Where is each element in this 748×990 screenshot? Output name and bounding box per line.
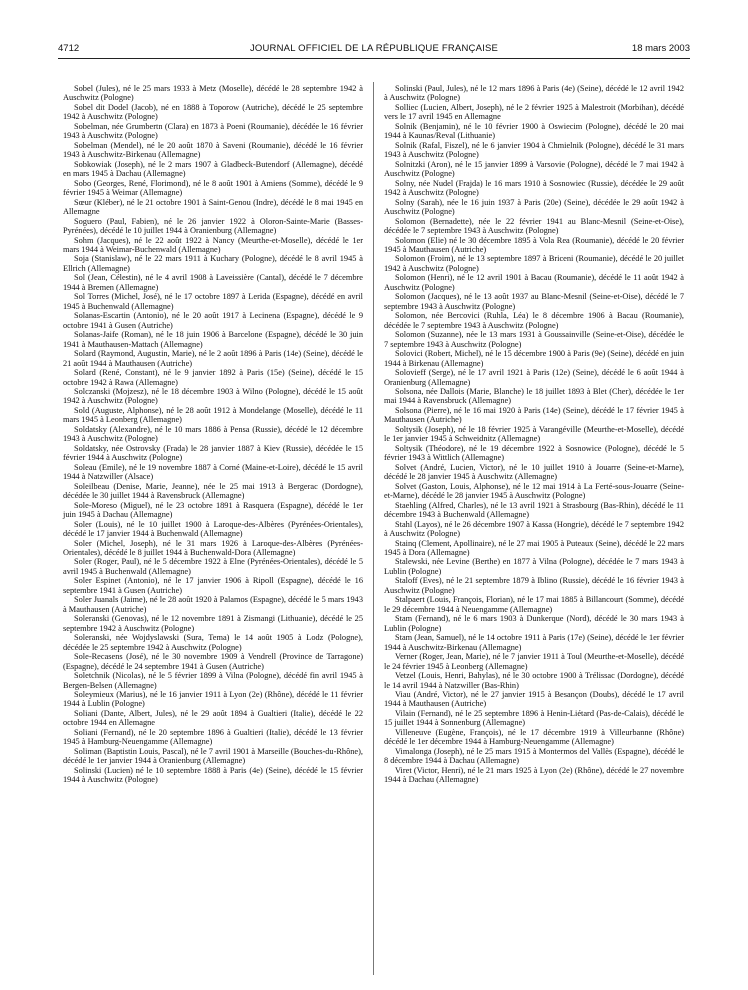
death-record-entry: Stam (Fernand), né le 6 mars 1903 à Dunkerque (Nord), décédé le 30 mars 1943 à Lublin (Pologne) (384, 614, 684, 633)
death-record-entry: Solomon (Henri), né le 12 avril 1901 à Bacau (Roumanie), décédé le 11 août 1942 à Auschwitz (Pologne) (384, 273, 684, 292)
death-record-entry: Viret (Victor, Henri), né le 21 mars 1925 à Lyon (2e) (Rhône), décédé le 27 novembre 1944 à Dachau (Allemagne) (384, 765, 684, 785)
death-record-entry: Sol Torres (Michel, José), né le 17 octobre 1897 à Lerida (Espagne), décédé en avril 1945 à Buchenwald (Allemagne) (63, 292, 363, 311)
left-column (63, 84, 363, 785)
death-record-entry: Solnik (Benjamin), né le 10 février 1900 à Oswiecim (Pologne), décédé le 20 mai 1944 à Kaunas/Reval (Lithuanie) (384, 121, 684, 141)
death-record-entry: Viau (André, Victor), né le 27 janvier 1915 à Besançon (Doubs), décédé le 17 avril 1944 à Mauthausen (Autriche) (384, 690, 684, 709)
death-record-entry: Sobelman, née Grumbertn (Clara) en 1873 à Poeni (Roumanie), décédée le 16 février 1943 à Auschwitz (Pologne) (63, 121, 363, 141)
death-record-entry: Staloff (Eves), né le 21 septembre 1879 à Iblino (Russie), décédé le 16 février 1943 à Auschwitz (Pologne) (384, 576, 684, 595)
death-record-entry: Solard (René, Constant), né le 9 janvier 1892 à Paris (15e) (Seine), décédé le 15 octobre 1942 à Rawa (Allemagne) (63, 368, 363, 387)
death-record-entry: Stalewski, née Levine (Berthe) en 1877 à Vilna (Pologne), décédée le 7 mars 1943 à Lublin (Pologne) (384, 557, 684, 576)
death-record-entry: Vilain (Fernand), né le 25 septembre 1896 à Henin-Liétard (Pas-de-Calais), décédé le 15 juillet 1944 à Sonnenburg (Allemagne) (384, 708, 684, 728)
death-record-entry: Sole-Moreso (Miguel), né le 23 octobre 1891 à Rasquera (Espagne), décédé le 1er juin 1945 à Dachau (Allemagne) (63, 500, 363, 520)
death-record-entry: Sol (Jean, Célestin), né le 4 avril 1908 à Laveissière (Cantal), décédé le 7 décembre 1944 à Bremen (Allemagne) (63, 273, 363, 292)
death-record-entry: Solinski (Paul, Jules), né le 12 mars 1896 à Paris (4e) (Seine), décédé le 12 avril 1942 à Auschwitz (Pologne) (384, 84, 684, 103)
death-record-entry: Solomon (Froim), né le 13 septembre 1897 à Briceni (Roumanie), décédé le 20 juillet 1942 à Auschwitz (Pologne) (384, 254, 684, 273)
death-record-entry: Soler (Louis), né le 10 juillet 1900 à Laroque-des-Albères (Pyrénées-Orientales), décédé le 17 janvier 1944 à Buchenwald (Allemagne) (63, 519, 363, 539)
death-record-entry: Sobo (Georges, René, Florimond), né le 8 août 1901 à Amiens (Somme), décédé le 9 février 1945 à Weimar (Allemagne) (63, 178, 363, 198)
death-record-entry: Sobel (Jules), né le 25 mars 1933 à Metz (Moselle), décédé le 28 septembre 1942 à Auschwitz (Pologne) (63, 84, 363, 103)
death-record-entry: Stainq (Clement, Apollinaire), né le 27 mai 1905 à Puteaux (Seine), décédé le 22 mars 1945 à Dora (Allemagne) (384, 538, 684, 557)
death-record-entry: Solsona (Pierre), né le 16 mai 1920 à Paris (14e) (Seine), décédé le 17 février 1945 à Mauthausen (Autriche) (384, 405, 684, 425)
death-record-entry: Solovici (Robert, Michel), né le 15 décembre 1900 à Paris (9e) (Seine), décédé en juin 1944 à Birkenau (Allemagne) (384, 349, 684, 368)
death-record-entry: Solny, née Nudel (Frajda) le 16 mars 1910 à Sosnowiec (Russie), décédée le 29 août 1942 à Auschwitz (Pologne) (384, 178, 684, 198)
death-record-entry: Solanas-Escartin (Antonio), né le 20 août 1917 à Lecinena (Espagne), décédé le 9 octobre 1941 à Gusen (Autriche) (63, 311, 363, 330)
death-record-entry: Solnik (Rafal, Fiszel), né le 6 janvier 1904 à Chmielnik (Pologne), décédé le 31 mars 1943 à Auschwitz (Pologne) (384, 140, 684, 160)
death-record-entry: Vetzel (Louis, Henri, Bahylas), né le 30 octobre 1900 à Trélissac (Dordogne), décédé le 14 avril 1944 à Natzwiller (Bas-Rhin) (384, 671, 684, 690)
death-record-entry: Soja (Stanislaw), né le 22 mars 1911 à Kuchary (Pologne), décédé le 8 avril 1945 à Ellrich (Allemagne) (63, 254, 363, 273)
death-record-entry: Stalpaert (Louis, François, Florian), né le 17 mai 1885 à Billancourt (Somme), décédé le 29 décembre 1944 à Neuengamme (Allemagne) (384, 595, 684, 614)
death-record-entry: Sobkowiak (Joseph), né le 2 mars 1907 à Gladbeck-Butendorf (Allemagne), décédé en mars 1945 à Dachau (Allemagne) (63, 159, 363, 179)
death-record-entry: Solovieff (Serge), né le 17 avril 1921 à Paris (12e) (Seine), décédé le 6 août 1944 à Oranienburg (Allemagne) (384, 368, 684, 387)
death-record-entry: Solomon (Bernadette), née le 22 février 1941 au Blanc-Mesnil (Seine-et-Oise), décédée le 7 septembre 1943 à Auschwitz (Pologne) (384, 216, 684, 236)
death-record-entry: Stahl (Layos), né le 26 décembre 1907 à Kassa (Hongrie), décédé le 7 septembre 1942 à Auschwitz (Pologne) (384, 519, 684, 539)
death-record-entry: Soleymieux (Marius), né le 16 janvier 1911 à Lyon (2e) (Rhône), décédé le 11 février 1944 à Lublin (Pologne) (63, 690, 363, 709)
death-record-entry: Solomon (Jacques), né le 13 août 1937 au Blanc-Mesnil (Seine-et-Oise), décédé le 7 septembre 1943 à Auschwitz (Pologne) (384, 292, 684, 311)
death-record-entry: Solny (Sarah), née le 16 juin 1937 à Paris (20e) (Seine), décédée le 29 août 1942 à Auschwitz (Pologne) (384, 197, 684, 217)
death-record-entry: Solliec (Lucien, Albert, Joseph), né le 2 février 1925 à Malestroit (Morbihan), décédé vers le 17 avril 1945 en Allemagne (384, 102, 684, 122)
death-record-entry: Solard (Raymond, Augustin, Marie), né le 2 août 1896 à Paris (14e) (Seine), décédé le 21 août 1944 à Mauthausen (Autriche) (63, 349, 363, 368)
death-record-entry: Soltysik (Théodore), né le 19 décembre 1922 à Sosnowice (Pologne), décédé le 5 février 1943 à Wittlich (Allemagne) (384, 443, 684, 463)
death-record-entry: Solsona, née Dallois (Marie, Blanche) le 18 juillet 1893 à Blet (Cher), décédée le 1er mai 1944 à Ravensbruck (Allemagne) (384, 387, 684, 406)
death-record-entry: Soletchnik (Nicolas), né le 5 février 1899 à Vilna (Pologne), décédé fin avril 1945 à Bergen-Belsen (Allemagne) (63, 671, 363, 690)
death-record-entry: Solomon (Suzanne), née le 13 mars 1931 à Goussainville (Seine-et-Oise), décédée le 7 septembre 1943 à Auschwitz (Pologne) (384, 330, 684, 349)
death-record-entry: Staehling (Alfred, Charles), né le 13 avril 1921 à Strasbourg (Bas-Rhin), décédé le 11 décembre 1943 à Buchenwald (Allemagne) (384, 500, 684, 520)
page-number: 4712 (58, 43, 80, 54)
death-record-entry: Soleilbeau (Denise, Marie, Jeanne), née le 25 mai 1913 à Bergerac (Dordogne), décédée le 30 juillet 1944 à Ravensbruck (Allemagne) (63, 481, 363, 501)
death-record-entry: Soleranski, née Wojdyslawski (Sura, Tema) le 14 août 1905 à Lodz (Pologne), décédée le 25 septembre 1942 à Auschwitz (Pologne) (63, 633, 363, 652)
death-record-entry: Solomon, née Bercovici (Ruhla, Léa) le 8 décembre 1906 à Bacau (Roumanie), décédée le 7 septembre 1943 à Auschwitz (Pologne) (384, 311, 684, 330)
death-record-entry: Solomon (Elie) né le 30 décembre 1895 à Vola Rea (Roumanie), décédé le 20 février 1945 à Mauthausen (Autriche) (384, 235, 684, 254)
death-record-entry: Solanas-Jaife (Roman), né le 18 juin 1906 à Barcelone (Espagne), décédé le 30 juin 1941 à Mauthausen-Mattach (Allemagne) (63, 330, 363, 349)
death-record-entry: Solvet (Gaston, Louis, Alphonse), né le 12 mai 1914 à La Ferté-sous-Jouarre (Seine-et-Marne), décédé le 28 janvier 1945 à Auschwitz (Pologne) (384, 481, 684, 501)
death-record-entry: Soltysik (Joseph), né le 18 février 1925 à Varangéville (Meurthe-et-Moselle), décédé le 1er janvier 1945 à Schweidnitz (Allemagne) (384, 424, 684, 444)
death-record-entry: Solvet (André, Lucien, Victor), né le 10 juillet 1910 à Jouarre (Seine-et-Marne), décédé le 28 janvier 1945 à Auschwitz (Allemagne) (384, 462, 684, 482)
death-record-entry: Solinski (Lucien) né le 10 septembre 1888 à Paris (4e) (Seine), décédé le 15 février 1944 à Auschwitz (Pologne) (63, 765, 363, 785)
death-record-entry: Villeneuve (Eugène, François), né le 17 décembre 1919 à Villeurbanne (Rhône) décédé le 1er décembre 1944 à Hamburg-Neuengamme (Allemagne) (384, 727, 684, 747)
death-record-entry: Sobelman (Mendel), né le 20 août 1870 à Saveni (Roumanie), décédé le 16 février 1943 à Auschwitz-Birkenau (Allemagne) (63, 140, 363, 160)
death-record-entry: Solnitzki (Aron), né le 15 janvier 1899 à Varsovie (Pologne), décédé le 7 mai 1942 à Auschwitz (Pologne) (384, 159, 684, 179)
header-rule (58, 58, 690, 59)
right-column (384, 84, 684, 785)
death-record-entry: Soliman (Baptistin Louis, Pascal), né le 7 avril 1901 à Marseille (Bouches-du-Rhône), décédé le 1er janvier 1944 à Oranienburg (Allemagne) (63, 746, 363, 766)
death-record-entry: Sohm (Jacques), né le 22 août 1922 à Nancy (Meurthe-et-Moselle), décédé le 1er mars 1944 à Weimar-Buchenwald (Allemagne) (63, 235, 363, 254)
issue-date: 18 mars 2003 (631, 43, 690, 54)
death-record-entry: Soleau (Emile), né le 19 novembre 1887 à Corné (Maine-et-Loire), décédé le 15 avril 1944 à Natzwiller (Alsace) (63, 462, 363, 482)
column-divider (373, 82, 374, 975)
death-record-entry: Soler (Roger, Paul), né le 5 décembre 1922 à Elne (Pyrénées-Orientales), décédé le 5 avril 1945 à Buchenwald (Allemagne) (63, 557, 363, 576)
death-record-entry: Solczanski (Mojzesz), né le 18 décembre 1903 à Wilno (Pologne), décédé le 15 août 1942 à Auschwitz (Pologne) (63, 387, 363, 406)
death-record-entry: Sœur (Kléber), né le 21 octobre 1901 à Saint-Genou (Indre), décédé le 8 mai 1945 en Allemagne (63, 197, 363, 217)
death-record-entry: Soler Espinet (Antonio), né le 17 janvier 1906 à Ripoll (Espagne), décédé le 16 septembre 1941 à Gusen (Autriche) (63, 576, 363, 595)
death-record-entry: Sole-Recasens (José), né le 30 novembre 1909 à Vendrell (Province de Tarragone) (Espagne), décédé le 24 septembre 1941 à Gusen (Autriche) (63, 652, 363, 671)
death-record-entry: Soliani (Dante, Albert, Jules), né le 29 août 1894 à Gualtieri (Italie), décédé le 22 octobre 1944 en Allemagne (63, 708, 363, 728)
death-record-entry: Soleranski (Genovas), né le 12 novembre 1891 à Zismangi (Lithuanie), décédé le 25 septembre 1942 à Auschwitz (Pologne) (63, 614, 363, 633)
journal-title: JOURNAL OFFICIEL DE LA RÉPUBLIQUE FRANÇAISE (249, 43, 499, 54)
death-record-entry: Sold (Auguste, Alphonse), né le 28 août 1912 à Mondelange (Moselle), décédé le 11 mars 1945 à Leonberg (Allemagne) (63, 405, 363, 425)
death-record-entry: Soldatsky, née Ostrovsky (Frada) le 28 janvier 1887 à Kiev (Russie), décédée le 15 février 1944 à Auschwitz (Pologne) (63, 443, 363, 463)
death-record-entry: Soler (Michel, Joseph), né le 31 mars 1926 à Laroque-des-Albères (Pyrénées-Orientales), décédé le 8 juillet 1944 à Buchenwald-Dora (Allemagne) (63, 538, 363, 557)
death-record-entry: Sobel dit Dodel (Jacob), né en 1888 à Toporow (Autriche), décédé le 25 septembre 1942 à Auschwitz (Pologne) (63, 102, 363, 122)
death-record-entry: Vimalonga (Joseph), né le 25 mars 1915 à Montermos del Vallès (Espagne), décédé le 8 décembre 1944 à Dachau (Allemagne) (384, 746, 684, 766)
page-header (58, 43, 690, 57)
death-record-entry: Soler Juanals (Jaime), né le 28 août 1920 à Palamos (Espagne), décédé le 5 mars 1943 à Mauthausen (Autriche) (63, 595, 363, 614)
death-record-entry: Stam (Jean, Samuel), né le 14 octobre 1911 à Paris (17e) (Seine), décédé le 1er février 1944 à Auschwitz-Birkenau (Allemagne) (384, 633, 684, 652)
death-record-entry: Soldatsky (Alexandre), né le 10 mars 1886 à Pensa (Russie), décédé le 12 décembre 1943 à Auschwitz (Pologne) (63, 424, 363, 444)
death-record-entry: Soguero (Paul, Fabien), né le 26 janvier 1922 à Oloron-Sainte-Marie (Basses-Pyrénées), décédé le 10 juillet 1944 à Oranienburg (Allemagne) (63, 216, 363, 236)
death-record-entry: Soliani (Fernand), né le 20 septembre 1896 à Gualtieri (Italie), décédé le 13 février 1945 à Hamburg-Neuengamme (Allemagne) (63, 727, 363, 747)
death-record-entry: Verner (Roger, Jean, Marie), né le 7 janvier 1911 à Toul (Meurthe-et-Moselle), décédé le 24 février 1945 à Leonberg (Allemagne) (384, 652, 684, 671)
